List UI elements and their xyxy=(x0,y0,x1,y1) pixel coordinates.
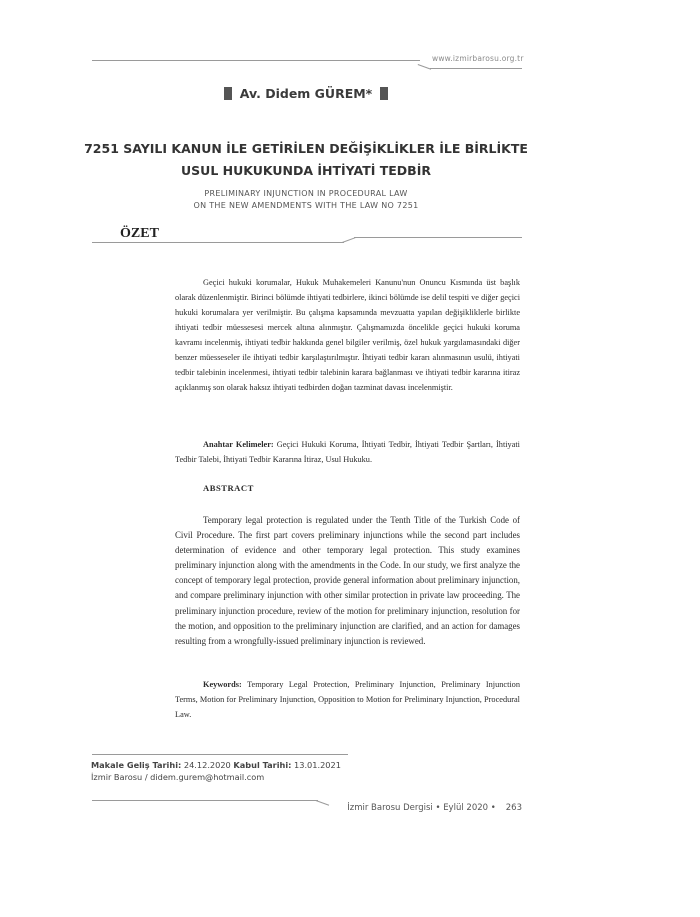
ozet-rule-left xyxy=(92,242,344,243)
square-marker-left xyxy=(224,87,232,100)
site-url: www.izmirbarosu.org.tr xyxy=(432,54,524,63)
header-rule-right xyxy=(430,68,522,69)
author-row xyxy=(0,86,612,101)
header-rule xyxy=(92,60,420,61)
ozet-rule-diagonal xyxy=(342,237,355,243)
author-name: Av. Didem GÜREM* xyxy=(239,86,373,101)
accepted-label: Kabul Tarihi: xyxy=(233,760,292,770)
ozet-heading: ÖZET xyxy=(120,226,159,241)
ozet-rule-right xyxy=(354,237,522,238)
journal-name: İzmir Barosu Dergisi • Eylül 2020 • xyxy=(347,803,496,813)
keywords-en xyxy=(175,677,520,722)
article-title xyxy=(60,138,552,182)
keywords-tr xyxy=(175,437,520,467)
footer-rule xyxy=(92,754,348,755)
abstract-heading: ABSTRACT xyxy=(203,483,254,493)
keywords-en-label: Keywords: xyxy=(203,680,242,689)
keywords-tr-text: Geçici Hukuki Koruma, İhtiyati Tedbir, İhtiyati Tedbir Şartları, İhtiyati Tedbir Talebi, İhtiyati Tedbir Kararına İtiraz, Usul Hukuku. xyxy=(175,440,520,464)
keywords-tr-label: Anahtar Kelimeler: xyxy=(203,440,274,449)
title-line-2: USUL HUKUKUNDA İHTİYATİ TEDBİR xyxy=(181,163,431,178)
accepted-date: 13.01.2021 xyxy=(294,760,341,770)
footer-dates xyxy=(91,760,341,770)
ozet-body xyxy=(175,275,520,395)
received-date: 24.12.2020 xyxy=(183,760,231,770)
received-label: Makale Geliş Tarihi: xyxy=(91,760,182,770)
square-marker-right xyxy=(380,87,388,100)
page-number: 263 xyxy=(505,803,522,813)
ozet-paragraph: Geçici hukuki korumalar, Hukuk Muhakemeleri Kanunu'nun Onuncu Kısmında üst başlık olarak düzenlenmiştir. Birinci bölümde ihtiyati tedbirlere, ikinci bölümde ise delil tespiti ve diğer geçici hukuki korumalara yer verilmiştir. Bu çalışma kapsamında mevzuatta yapılan değişikliklerle birlikte ihtiyati tedbir müessesesi mercek altına alınmıştır. Çalışmamızda öncelikle geçici hukuki koruma kavramı incelenmiş, ihtiyati tedbir hakkında genel bilgiler verilmiş, özel hukuk yargılamasındaki diğer benzer müesseseler ile ihtiyati tedbir karşılaştırılmıştır. İhtiyati tedbir kararı alınmasının usulü, ihtiyati tedbir talebinin incelenmesi, ihtiyati tedbir talebinin karara bağlanması ve ihtiyati tedbir kararına itiraz açıklanmış son olarak haksız ihtiyati tedbirden doğan tazminat davası incelenmiştir. xyxy=(175,278,520,392)
subtitle-line-1: PRELIMINARY INJUNCTION IN PROCEDURAL LAW xyxy=(204,189,408,198)
footer-rule-left xyxy=(92,800,318,801)
abstract-body xyxy=(175,513,520,649)
title-line-1: 7251 SAYILI KANUN İLE GETİRİLEN DEĞİŞİKLİKLER İLE BİRLİKTE xyxy=(84,141,528,156)
article-subtitle xyxy=(60,188,552,212)
abstract-paragraph: Temporary legal protection is regulated under the Tenth Title of the Turkish Code of Civil Procedure. The first part covers preliminary injunctions while the second part includes determination of evidence and other temporary legal protection. This study examines preliminary injunction along with the amendments in the Code. In our study, we first analyze the concept of temporary legal protection, provide general information about preliminary injunction, and compare preliminary injunction with other similar protection in private law proceeding. The preliminary injunction procedure, review of the motion for preliminary injunction, resolution for the motion, and opposition to the preliminary injunction are clarified, and an action for damages resulting from a wrongfully-issued preliminary injunction is reviewed. xyxy=(175,515,520,646)
footer-contact: İzmir Barosu / didem.gurem@hotmail.com xyxy=(91,772,265,782)
keywords-en-text: Temporary Legal Protection, Preliminary Injunction, Preliminary Injunction Terms, Motion for Preliminary Injunction, Opposition to Motion for Preliminary Injunction, Procedural Law. xyxy=(175,680,520,719)
footer-journal xyxy=(300,803,522,813)
subtitle-line-2: ON THE NEW AMENDMENTS WITH THE LAW NO 7251 xyxy=(193,201,419,210)
